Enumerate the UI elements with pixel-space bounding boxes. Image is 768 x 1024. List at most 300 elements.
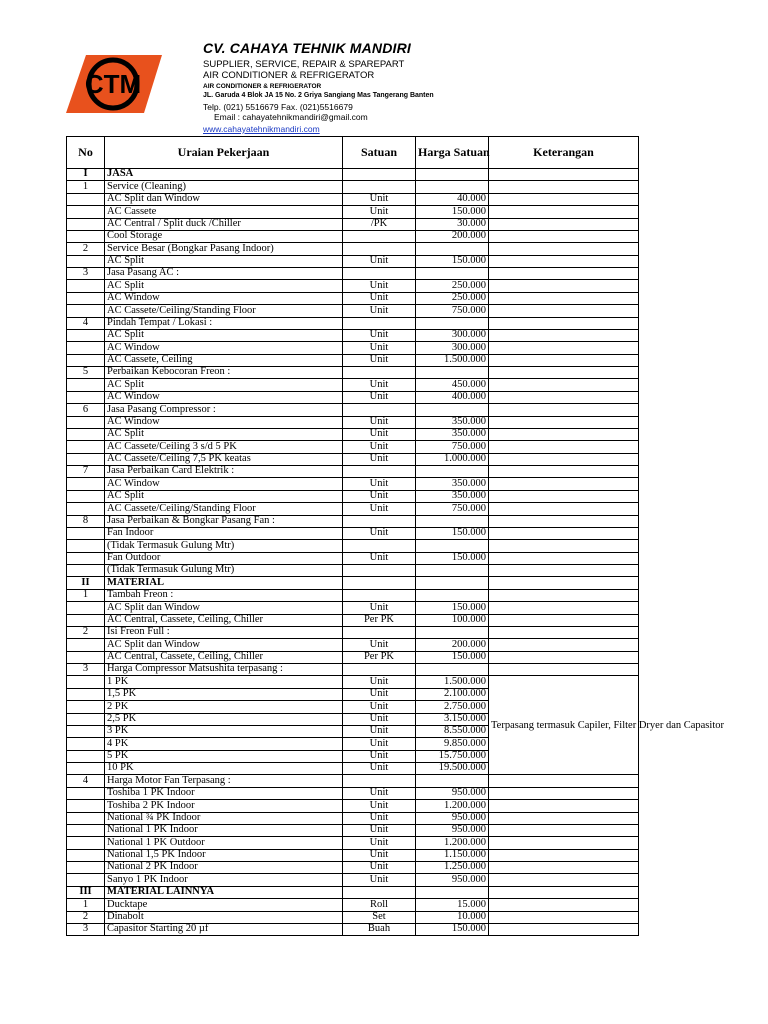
cell-satuan: Unit [343,849,416,861]
cell-uraian: AC Split [105,490,343,502]
cell-keterangan [489,255,639,267]
cell-uraian: Ducktape [105,899,343,911]
section-row [67,577,639,589]
cell-uraian: (Tidak Termasuk Gulung Mtr) [105,565,343,577]
table-row [67,614,639,626]
cell-uraian: 2,5 PK [105,713,343,725]
cell-harga [416,589,489,601]
cell-keterangan [489,602,639,614]
cell-no [67,639,105,651]
cell-no: III [67,886,105,898]
cell-keterangan [489,614,639,626]
cell-satuan: Unit [343,688,416,700]
cell-keterangan [489,305,639,317]
cell-uraian: AC Split [105,428,343,440]
cell-uraian: AC Cassete/Ceiling 7,5 PK keatas [105,453,343,465]
cell-no: 7 [67,466,105,478]
cell-no [67,453,105,465]
cell-no: 2 [67,911,105,923]
cell-no [67,849,105,861]
table-row [67,849,639,861]
table-row [67,664,639,676]
cell-harga: 950.000 [416,874,489,886]
cell-keterangan [489,292,639,304]
cell-satuan: Unit [343,837,416,849]
table-row [67,379,639,391]
cell-keterangan [489,923,639,935]
cell-uraian: Service Besar (Bongkar Pasang Indoor) [105,243,343,255]
cell-uraian: AC Split [105,255,343,267]
cell-uraian: AC Central, Cassete, Ceiling, Chiller [105,651,343,663]
cell-harga: 1.250.000 [416,862,489,874]
cell-satuan: Unit [343,602,416,614]
cell-uraian: (Tidak Termasuk Gulung Mtr) [105,540,343,552]
cell-uraian: Pindah Tempat / Lokasi : [105,317,343,329]
cell-uraian: Fan Indoor [105,527,343,539]
section-row [67,169,639,181]
cell-satuan [343,664,416,676]
table-row [67,923,639,935]
cell-harga: 950.000 [416,787,489,799]
cell-no [67,725,105,737]
cell-uraian: National ¾ PK Indoor [105,812,343,824]
cell-no [67,416,105,428]
cell-satuan [343,243,416,255]
cell-harga: 250.000 [416,292,489,304]
cell-satuan: Unit [343,824,416,836]
table-row [67,639,639,651]
cell-keterangan [489,243,639,255]
cell-keterangan [489,416,639,428]
cell-keterangan [489,342,639,354]
cell-satuan: Unit [343,800,416,812]
cell-keterangan [489,527,639,539]
cell-no [67,540,105,552]
cell-keterangan [489,329,639,341]
cell-satuan [343,626,416,638]
table-row [67,342,639,354]
cell-keterangan [489,268,639,280]
cell-satuan [343,540,416,552]
cell-keterangan [489,478,639,490]
cell-satuan: Unit [343,441,416,453]
cell-keterangan [489,664,639,676]
table-row [67,676,639,688]
cell-no: 1 [67,589,105,601]
cell-satuan: Unit [343,713,416,725]
cell-harga: 40.000 [416,193,489,205]
cell-uraian: 5 PK [105,750,343,762]
cell-uraian: AC Split dan Window [105,193,343,205]
table-row [67,466,639,478]
cell-keterangan [489,540,639,552]
cell-uraian: AC Cassete [105,206,343,218]
cell-uraian: Dinabolt [105,911,343,923]
cell-harga: 200.000 [416,230,489,242]
cell-satuan: Unit [343,416,416,428]
cell-no [67,552,105,564]
cell-satuan [343,317,416,329]
table-row [67,329,639,341]
cell-no: 5 [67,367,105,379]
cell-no [67,391,105,403]
cell-no [67,701,105,713]
cell-satuan [343,169,416,181]
cell-keterangan [489,577,639,589]
cell-harga [416,181,489,193]
cell-harga: 150.000 [416,255,489,267]
cell-keterangan [489,490,639,502]
cell-no [67,218,105,230]
cell-harga: 8.550.000 [416,725,489,737]
cell-harga: 150.000 [416,206,489,218]
cell-keterangan [489,626,639,638]
cell-uraian: AC Window [105,342,343,354]
cell-harga: 950.000 [416,824,489,836]
cell-uraian: Capasitor Starting 20 µf [105,923,343,935]
table-row [67,552,639,564]
cell-keterangan [489,453,639,465]
cell-harga: 1.500.000 [416,354,489,366]
cell-harga: 250.000 [416,280,489,292]
cell-uraian: AC Cassete/Ceiling/Standing Floor [105,305,343,317]
cell-uraian: AC Window [105,391,343,403]
table-row [67,515,639,527]
cell-satuan: Unit [343,305,416,317]
cell-keterangan [489,651,639,663]
cell-keterangan [489,317,639,329]
cell-no [67,441,105,453]
cell-keterangan [489,193,639,205]
cell-satuan: Unit [343,503,416,515]
cell-uraian: AC Central, Cassete, Ceiling, Chiller [105,614,343,626]
cell-keterangan [489,441,639,453]
cell-uraian: 10 PK [105,763,343,775]
cell-satuan: Per PK [343,651,416,663]
cell-no [67,342,105,354]
cell-harga: 150.000 [416,552,489,564]
cell-harga [416,565,489,577]
cell-satuan: Unit [343,874,416,886]
header-harga: Harga Satuan [416,137,489,169]
cell-keterangan [489,639,639,651]
cell-no [67,305,105,317]
cell-uraian: Fan Outdoor [105,552,343,564]
cell-keterangan [489,206,639,218]
cell-uraian: AC Split [105,379,343,391]
cell-harga: 9.850.000 [416,738,489,750]
table-row [67,899,639,911]
cell-harga [416,540,489,552]
cell-satuan: Unit [343,812,416,824]
cell-harga: 750.000 [416,305,489,317]
cell-harga: 1.200.000 [416,837,489,849]
cell-no [67,812,105,824]
cell-uraian: 2 PK [105,701,343,713]
cell-keterangan [489,367,639,379]
cell-uraian: Service (Cleaning) [105,181,343,193]
cell-keterangan [489,354,639,366]
header-line-1: SUPPLIER, SERVICE, REPAIR & SPAREPART [203,59,405,70]
cell-uraian: Toshiba 2 PK Indoor [105,800,343,812]
company-logo [66,55,162,113]
cell-harga: 300.000 [416,329,489,341]
cell-no: 3 [67,664,105,676]
table-row [67,354,639,366]
header-keterangan: Keterangan [489,137,639,169]
cell-harga: 100.000 [416,614,489,626]
table-row [67,441,639,453]
cell-uraian: Jasa Perbaikan Card Elektrik : [105,466,343,478]
cell-harga: 150.000 [416,602,489,614]
cell-no [67,354,105,366]
cell-keterangan [489,503,639,515]
table-row [67,824,639,836]
cell-harga [416,886,489,898]
cell-harga: 3.150.000 [416,713,489,725]
cell-uraian: National 1,5 PK Indoor [105,849,343,861]
cell-no: 3 [67,923,105,935]
cell-uraian: 3 PK [105,725,343,737]
cell-satuan: Unit [343,639,416,651]
cell-satuan [343,404,416,416]
cell-uraian: National 2 PK Indoor [105,862,343,874]
cell-uraian: AC Split dan Window [105,602,343,614]
cell-keterangan [489,775,639,787]
cell-uraian: JASA [105,169,343,181]
cell-uraian: 4 PK [105,738,343,750]
cell-keterangan [489,466,639,478]
cell-harga: 350.000 [416,490,489,502]
cell-harga: 350.000 [416,478,489,490]
cell-no [67,763,105,775]
cell-uraian: AC Split dan Window [105,639,343,651]
cell-satuan [343,589,416,601]
cell-harga: 150.000 [416,923,489,935]
cell-satuan [343,775,416,787]
cell-uraian: MATERIAL LAINNYA [105,886,343,898]
table-row [67,391,639,403]
cell-satuan: Unit [343,478,416,490]
cell-harga: 350.000 [416,428,489,440]
cell-satuan: /PK [343,218,416,230]
table-row [67,206,639,218]
cell-harga: 1.150.000 [416,849,489,861]
cell-no [67,292,105,304]
table-row [67,837,639,849]
cell-keterangan [489,391,639,403]
cell-uraian: Harga Compressor Matsushita terpasang : [105,664,343,676]
table-row [67,305,639,317]
cell-uraian: Jasa Perbaikan & Bongkar Pasang Fan : [105,515,343,527]
cell-satuan: Per PK [343,614,416,626]
cell-satuan: Unit [343,725,416,737]
cell-satuan: Unit [343,750,416,762]
cell-harga: 15.750.000 [416,750,489,762]
cell-no: 3 [67,268,105,280]
cell-no: 1 [67,899,105,911]
cell-keterangan [489,899,639,911]
cell-satuan: Unit [343,763,416,775]
cell-harga: 1.500.000 [416,676,489,688]
cell-satuan: Unit [343,292,416,304]
section-row [67,886,639,898]
cell-uraian: Sanyo 1 PK Indoor [105,874,343,886]
table-row [67,775,639,787]
table-row [67,193,639,205]
cell-satuan: Unit [343,453,416,465]
cell-no [67,688,105,700]
cell-harga: 150.000 [416,651,489,663]
table-row [67,503,639,515]
cell-keterangan [489,911,639,923]
cell-no [67,428,105,440]
table-row [67,651,639,663]
cell-satuan: Unit [343,391,416,403]
cell-keterangan [489,812,639,824]
cell-no [67,862,105,874]
cell-no: 6 [67,404,105,416]
table-row [67,787,639,799]
cell-satuan [343,367,416,379]
cell-satuan: Unit [343,255,416,267]
cell-harga: 15.000 [416,899,489,911]
cell-keterangan [489,886,639,898]
phone-fax: Telp. (021) 5516679 Fax. (021)5516679 [203,102,353,112]
cell-no [67,602,105,614]
cell-no [67,206,105,218]
company-name: CV. CAHAYA TEHNIK MANDIRI [203,40,412,56]
cell-satuan [343,577,416,589]
cell-uraian: AC Central / Split duck /Chiller [105,218,343,230]
cell-keterangan [489,800,639,812]
header-line-3: AIR CONDITIONER & REFRIGERATOR [203,83,322,90]
cell-no [67,651,105,663]
cell-harga: 10.000 [416,911,489,923]
cell-no [67,676,105,688]
cell-harga: 450.000 [416,379,489,391]
cell-satuan [343,515,416,527]
cell-harga: 150.000 [416,527,489,539]
cell-no [67,614,105,626]
table-row [67,230,639,242]
cell-harga [416,367,489,379]
cell-uraian: Perbaikan Kebocoran Freon : [105,367,343,379]
cell-no: 4 [67,317,105,329]
table-row [67,490,639,502]
table-row [67,367,639,379]
cell-satuan: Unit [343,676,416,688]
cell-uraian: Isi Freon Full : [105,626,343,638]
cell-satuan: Unit [343,280,416,292]
cell-satuan: Unit [343,206,416,218]
table-row [67,911,639,923]
cell-satuan: Unit [343,527,416,539]
cell-harga: 300.000 [416,342,489,354]
table-row [67,404,639,416]
cell-keterangan [489,837,639,849]
cell-keterangan [489,589,639,601]
cell-satuan: Unit [343,342,416,354]
cell-satuan [343,886,416,898]
cell-no [67,329,105,341]
cell-uraian: Toshiba 1 PK Indoor [105,787,343,799]
cell-uraian: National 1 PK Outdoor [105,837,343,849]
logo-text: CTM [84,69,142,99]
cell-uraian: 1,5 PK [105,688,343,700]
cell-keterangan [489,824,639,836]
cell-no [67,527,105,539]
cell-no [67,713,105,725]
cell-uraian: AC Cassete/Ceiling 3 s/d 5 PK [105,441,343,453]
cell-harga: 30.000 [416,218,489,230]
header-satuan: Satuan [343,137,416,169]
cell-no [67,874,105,886]
cell-harga [416,626,489,638]
cell-harga [416,169,489,181]
table-row [67,453,639,465]
cell-satuan [343,466,416,478]
cell-harga: 950.000 [416,812,489,824]
cell-uraian: Cool Storage [105,230,343,242]
cell-keterangan [489,874,639,886]
cell-satuan: Buah [343,923,416,935]
table-row [67,478,639,490]
cell-keterangan [489,787,639,799]
cell-keterangan [489,404,639,416]
cell-keterangan-compressor: Terpasang termasuk Capiler, Filter Dryer dan Capasitor [489,676,639,775]
cell-keterangan [489,428,639,440]
website-link[interactable]: www.cahayatehnikmandiri.com [203,124,320,134]
table-row [67,280,639,292]
table-row [67,812,639,824]
cell-satuan: Unit [343,787,416,799]
table-row [67,268,639,280]
cell-uraian: AC Window [105,478,343,490]
cell-no [67,230,105,242]
cell-keterangan [489,862,639,874]
cell-harga: 2.100.000 [416,688,489,700]
cell-no [67,750,105,762]
header-uraian: Uraian Pekerjaan [105,137,343,169]
table-row [67,589,639,601]
table-row [67,218,639,230]
table-row [67,255,639,267]
cell-harga: 200.000 [416,639,489,651]
cell-no [67,738,105,750]
cell-keterangan [489,515,639,527]
table-row [67,292,639,304]
cell-satuan [343,181,416,193]
cell-keterangan [489,565,639,577]
cell-uraian: AC Window [105,416,343,428]
cell-harga [416,243,489,255]
cell-uraian: Jasa Pasang AC : [105,268,343,280]
cell-no [67,255,105,267]
cell-satuan: Unit [343,379,416,391]
cell-uraian: 1 PK [105,676,343,688]
cell-harga: 400.000 [416,391,489,403]
cell-satuan: Unit [343,701,416,713]
cell-satuan [343,565,416,577]
header-line-2: AIR CONDITIONER & REFRIGERATOR [203,70,375,81]
table-row [67,317,639,329]
cell-harga: 750.000 [416,503,489,515]
cell-keterangan [489,552,639,564]
cell-satuan: Set [343,911,416,923]
table-row [67,181,639,193]
cell-harga [416,515,489,527]
